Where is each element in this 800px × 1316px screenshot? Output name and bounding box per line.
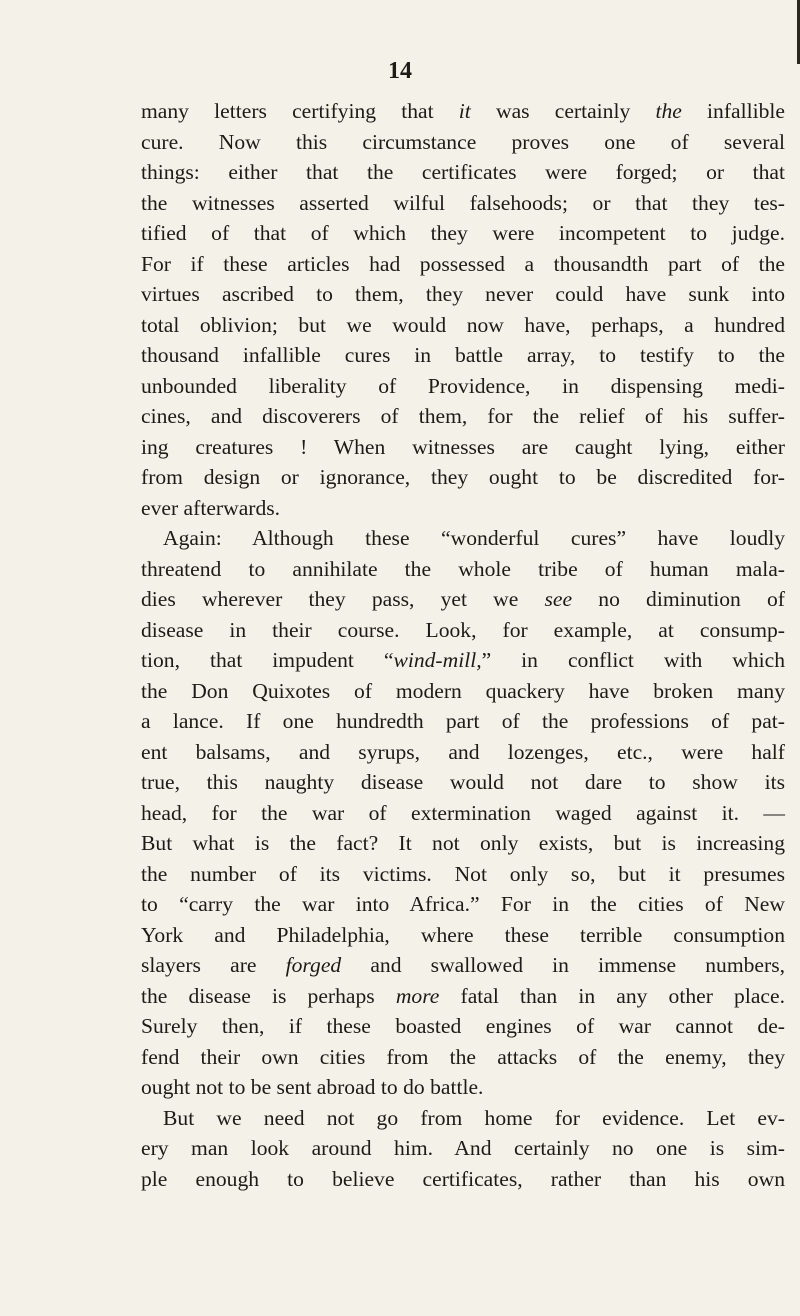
- text-line: head, for the war of extermination waged against it. —: [141, 800, 785, 825]
- text-line: cure. Now this circumstance proves one of several: [141, 129, 785, 154]
- text-line: For if these articles had possessed a thousandth part of the: [141, 251, 785, 276]
- text-line: true, this naughty disease would not dare to show its: [141, 770, 785, 794]
- text-line: ing creatures ! When witnesses are caught lying, either: [141, 434, 785, 459]
- text-line: Surely then, if these boasted engines of war cannot de-: [141, 1014, 785, 1038]
- text-line: fend their own cities from the attacks of the enemy, they: [141, 1044, 785, 1069]
- text-line: ple enough to believe certificates, rather than his own: [141, 1166, 785, 1191]
- text-line: many letters certifying that it was certainly the infallible: [141, 99, 785, 123]
- text-line: the Don Quixotes of modern quackery have broken many: [141, 678, 785, 703]
- text-line: But we need not go from home for evidence. Let ev-: [163, 1105, 785, 1130]
- text-line: virtues ascribed to them, they never could have sunk into: [141, 282, 785, 306]
- text-line: the witnesses asserted wilful falsehoods; or that they tes-: [141, 190, 785, 215]
- text-line: cines, and discoverers of them, for the relief of his suffer-: [141, 404, 785, 428]
- text-line: ery man look around him. And certainly no one is sim-: [141, 1136, 785, 1160]
- text-line: dies wherever they pass, yet we see no diminution of: [141, 587, 785, 611]
- text-line: ever afterwards.: [141, 495, 281, 520]
- text-line: slayers are forged and swallowed in immense numbers,: [141, 953, 785, 977]
- text-line: the disease is perhaps more fatal than in any other place.: [141, 983, 785, 1008]
- text-line: total oblivion; but we would now have, perhaps, a hundred: [141, 312, 785, 337]
- text-line: to “carry the war into Africa.” For in the cities of New: [141, 892, 785, 916]
- text-line: disease in their course. Look, for example, at consump-: [141, 617, 785, 642]
- text-line: threatend to annihilate the whole tribe of human mala-: [141, 556, 785, 581]
- text-line: tified of that of which they were incompetent to judge.: [141, 221, 785, 245]
- text-line: ent balsams, and syrups, and lozenges, etc., were half: [141, 739, 785, 764]
- text-line: ought not to be sent abroad to do battle.: [141, 1075, 484, 1099]
- text-line: thousand infallible cures in battle array, to testify to the: [141, 343, 785, 367]
- page-number: 14: [388, 58, 412, 84]
- text-line: a lance. If one hundredth part of the professions of pat-: [141, 709, 785, 733]
- text-line: from design or ignorance, they ought to be discredited for-: [141, 465, 785, 489]
- text-line: York and Philadelphia, where these terrible consumption: [141, 922, 785, 947]
- text-line: unbounded liberality of Providence, in dispensing medi-: [141, 373, 785, 398]
- text-line: But what is the fact? It not only exists, but is increasing: [141, 831, 785, 855]
- text-line: the number of its victims. Not only so, but it presumes: [141, 861, 785, 886]
- body-text: [141, 96, 785, 1194]
- text-line: Again: Although these “wonderful cures” have loudly: [163, 526, 785, 550]
- text-line: tion, that impudent “wind-mill,” in conflict with which: [141, 648, 785, 672]
- text-line: things: either that the certificates were forged; or that: [141, 160, 785, 184]
